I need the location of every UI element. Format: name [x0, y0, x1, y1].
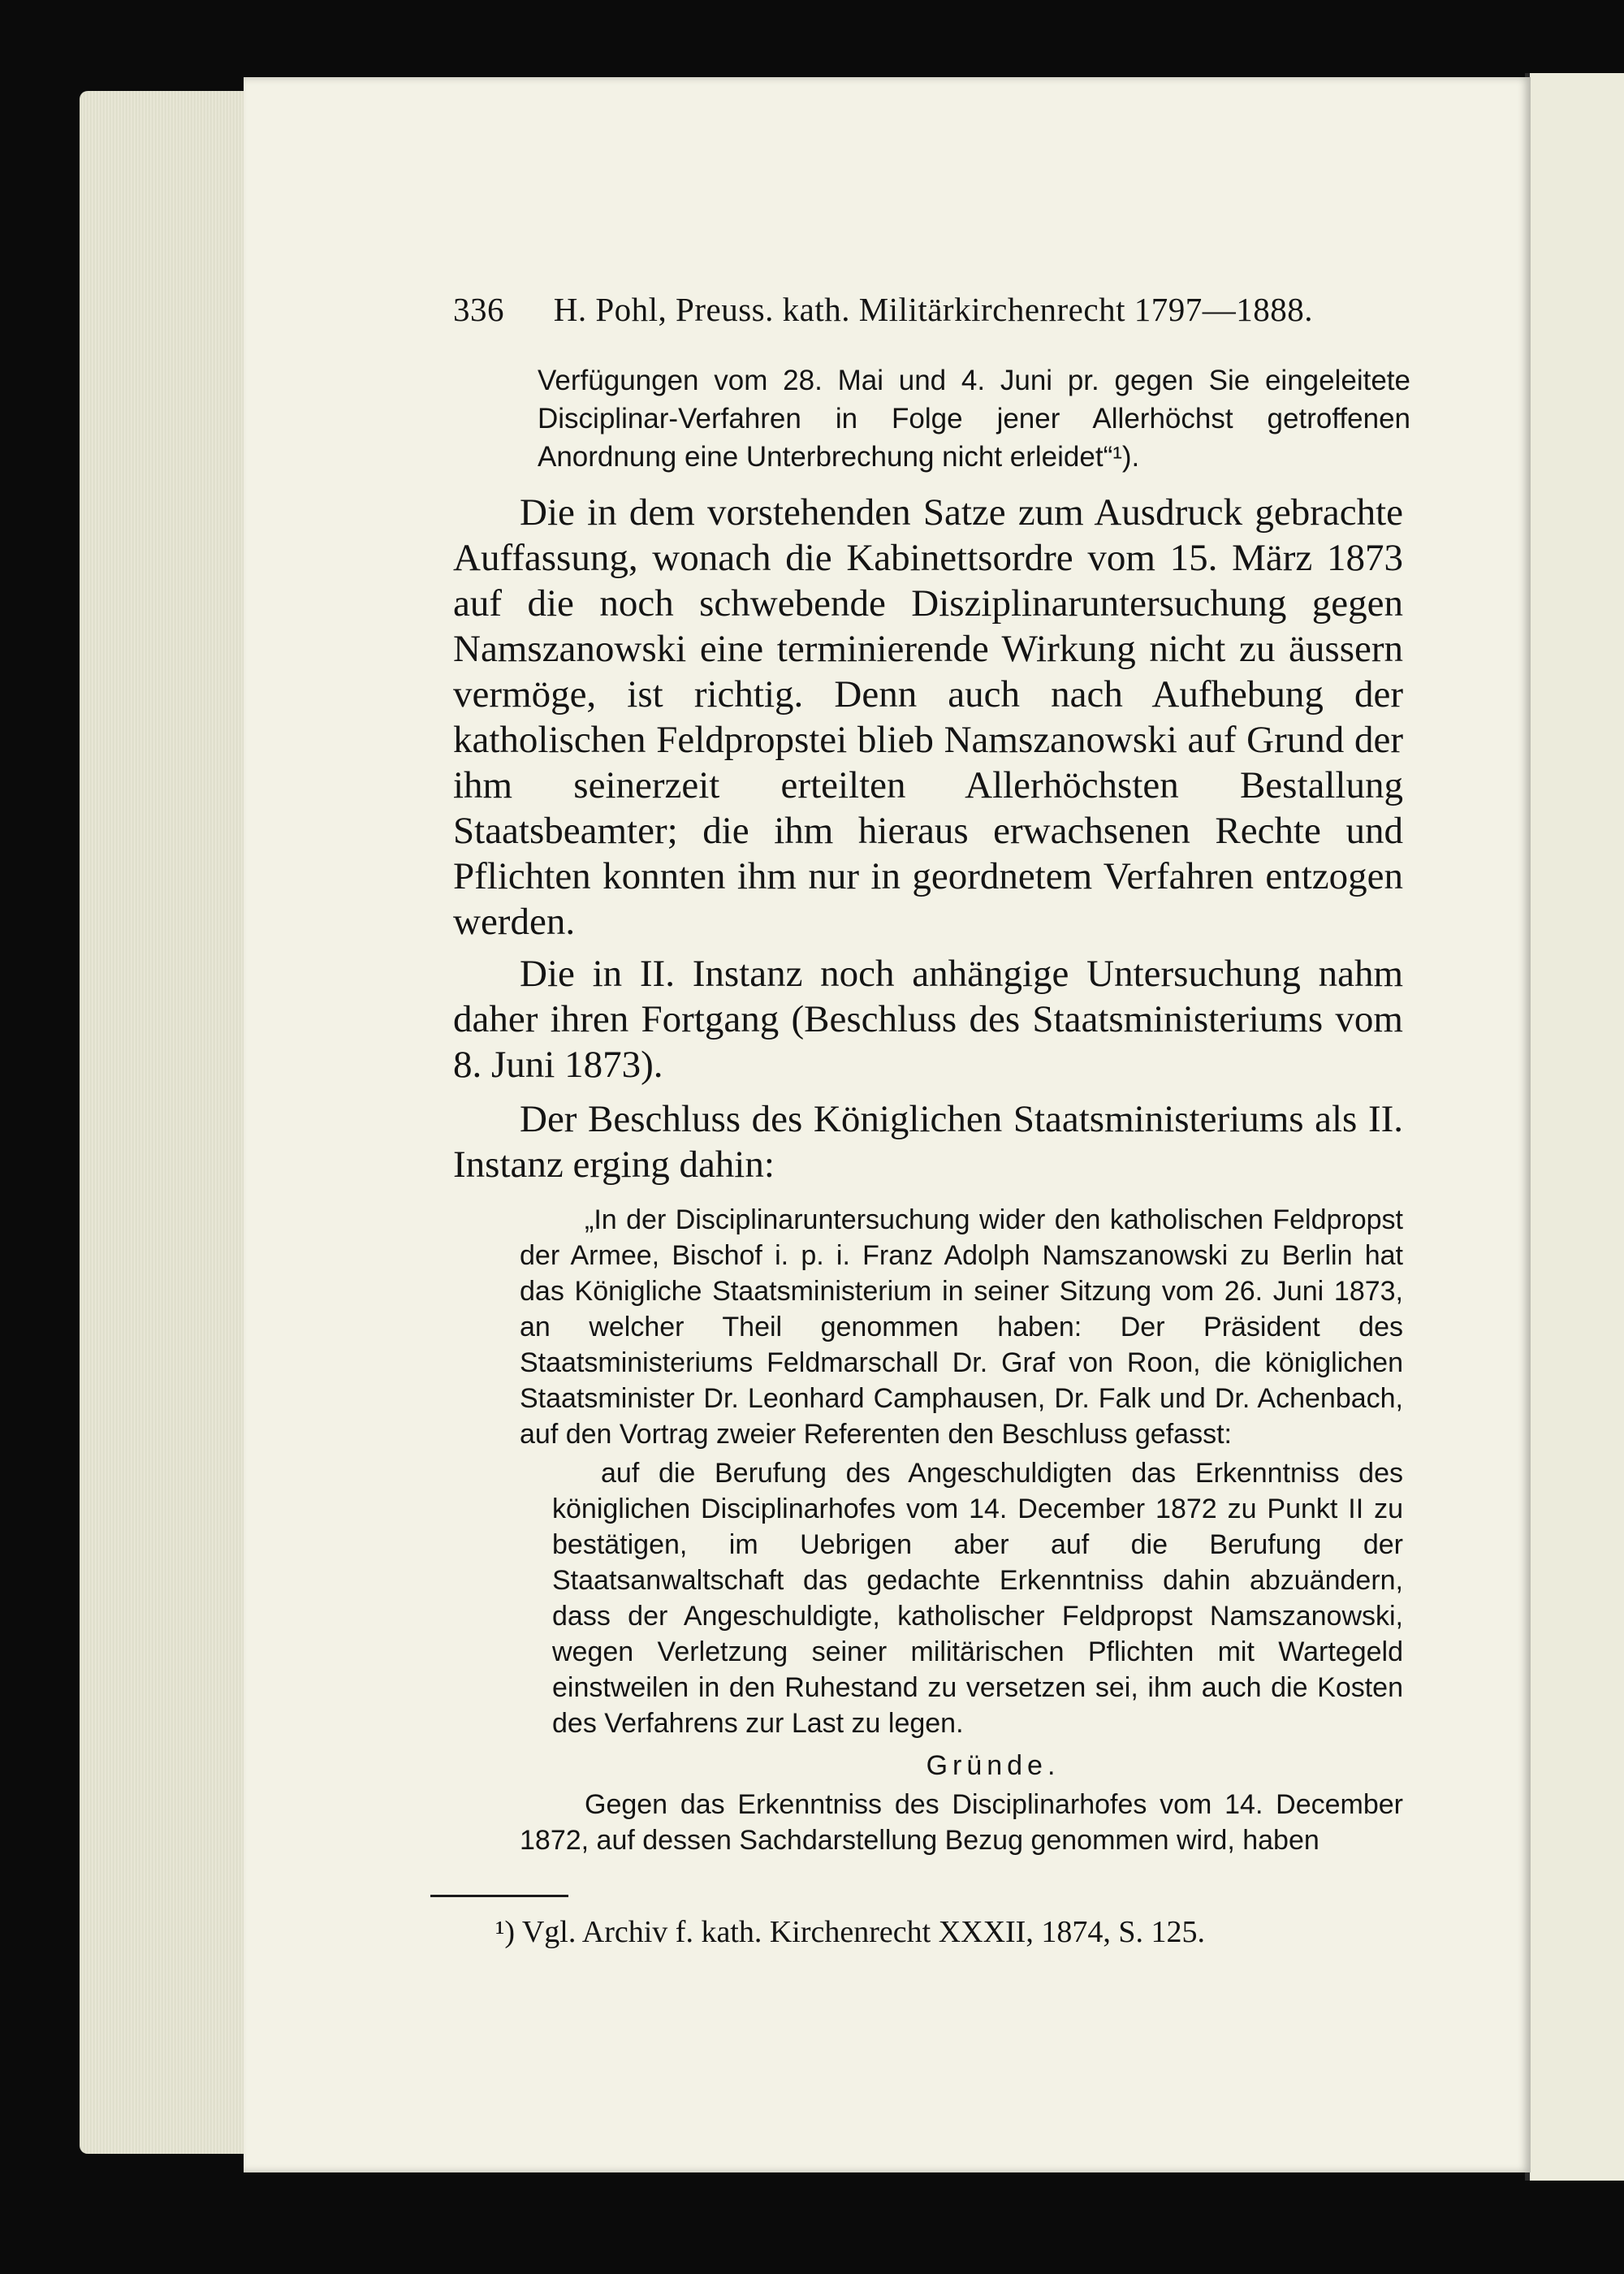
footnote: ¹) Vgl. Archiv f. kath. Kirchenrecht XXXII, 1874, S. 125.	[495, 1915, 1205, 1949]
running-header	[453, 290, 1509, 329]
footnote-divider	[430, 1895, 568, 1897]
paragraph-3: Der Beschluss des Königlichen Staatsministeriums als II. Instanz erging dahin:	[453, 1098, 1403, 1186]
quote-continuation: Verfügungen vom 28. Mai und 4. Juni pr. gegen Sie eingeleitete Disciplinar-Verfahren in Folge jener Allerhöchst getroffenen Anordnung eine Unterbrechung nicht erleidet“¹).	[538, 365, 1410, 473]
decision-quote	[453, 1202, 1403, 1858]
facing-page	[1525, 73, 1624, 2181]
book-page	[244, 77, 1531, 2172]
page-number: 336	[453, 291, 504, 328]
running-title: H. Pohl, Preuss. kath. Militärkirchenrecht 1797—1888.	[553, 291, 1313, 328]
decision-intro: „In der Disciplinaruntersuchung wider den katholischen Feldpropst der Armee, Bischof i. p. i. Franz Adolph Namszanowski zu Berlin hat das Königliche Staatsministerium in seiner Sitzung vom 26. Juni 1873, an welcher Theil genommen haben: Der Präsident des Staatsministeriums Feldmarschall Dr. Graf von Roon, die königlichen Staatsminister Dr. Leonhard Camphausen, Dr. Falk und Dr. Achenbach, auf den Vortrag zweier Referenten den Beschluss gefasst:	[520, 1204, 1403, 1450]
decision-ruling: auf die Berufung des Angeschuldigten das Erkenntniss des königlichen Disciplinarhofes vom 14. December 1872 zu Punkt II zu bestätigen, im Uebrigen aber auf die Berufung der Staatsanwaltschaft das gedachte Erkenntniss dahin abzuändern, dass der Angeschuldigte, katholischer Feldpropst Namszanowski, wegen Verletzung seiner militärischen Pflichten mit Wartegeld einstweilen in den Ruhestand zu versetzen sei, ihm auch die Kosten des Verfahrens zur Last zu legen.	[552, 1458, 1403, 1739]
grounds-text: Gegen das Erkenntniss des Disciplinarhofes vom 14. December 1872, auf dessen Sachdarstellung Bezug genommen wird, haben	[520, 1789, 1403, 1856]
grounds-heading: Gründe.	[926, 1750, 1060, 1781]
paragraph-1: Die in dem vorstehenden Satze zum Ausdruck gebrachte Auffassung, wonach die Kabinettsordre vom 15. März 1873 auf die noch schwebende Disziplinaruntersuchung gegen Namszanowski eine terminierende Wirkung nicht zu äussern vermöge, ist richtig. Denn auch nach Aufhebung der katholischen Feldpropstei blieb Namszanowski auf Grund der ihm seinerzeit erteilten Allerhöchsten Bestallung Staatsbeamter; die ihm hieraus erwachsenen Rechte und Pflichten konnten ihm nur in geordnetem Verfahren entzogen werden.	[453, 491, 1403, 943]
book-page-edges	[80, 91, 254, 2154]
paragraph-2: Die in II. Instanz noch anhängige Untersuchung nahm daher ihren Fortgang (Beschluss des Staatsministeriums vom 8. Juni 1873).	[453, 953, 1403, 1086]
